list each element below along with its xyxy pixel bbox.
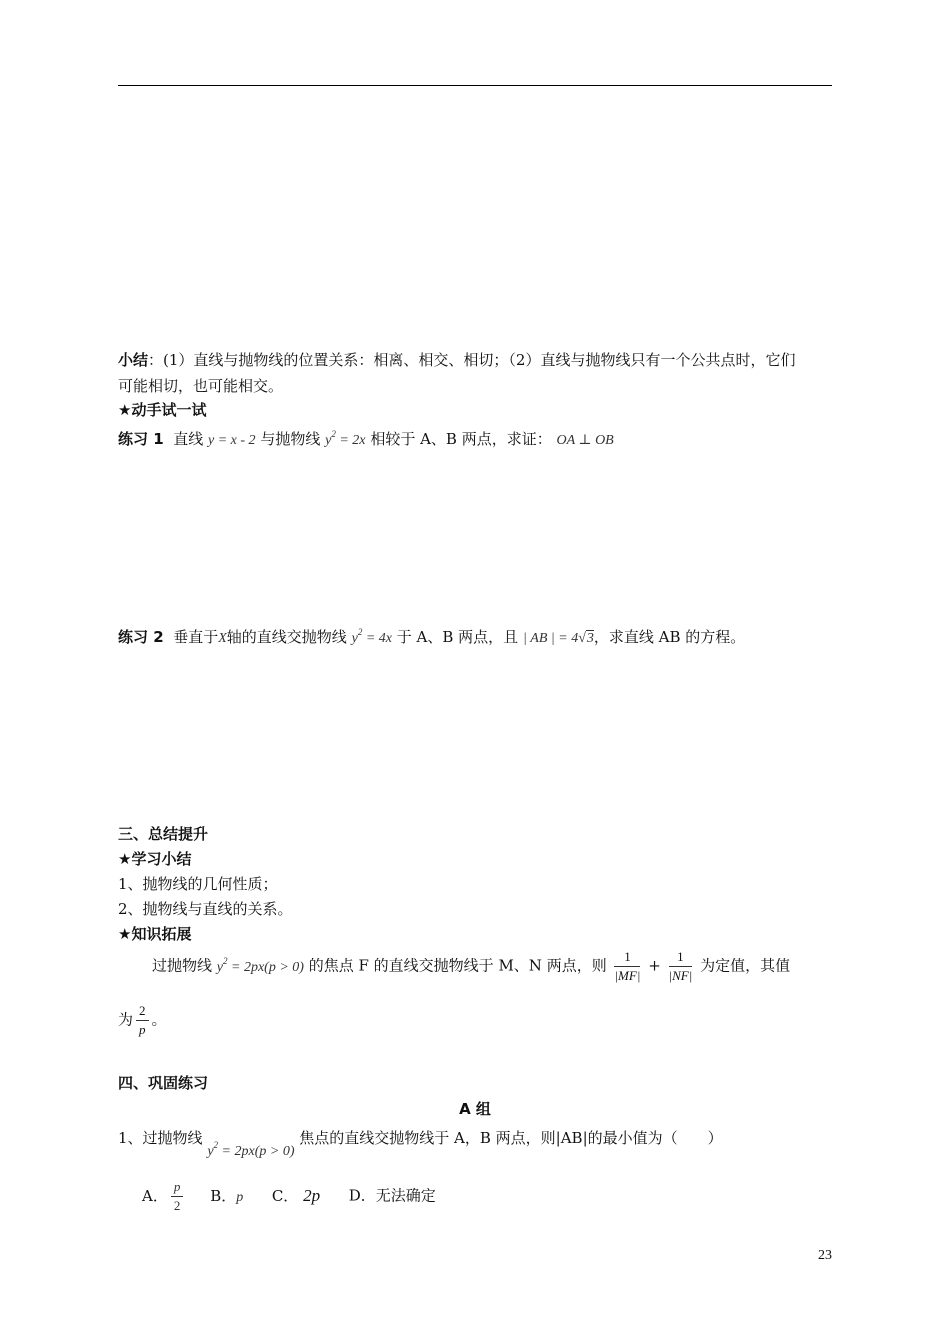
summary-line-2 bbox=[118, 375, 283, 397]
extension-value-line bbox=[118, 1002, 167, 1039]
question-1-text-2: 焦点的直线交抛物线于 A，B 两点，则|AB|的最小值为（ ） bbox=[299, 1129, 723, 1147]
try-heading: ★动手试一试 bbox=[118, 401, 207, 419]
axis-name: X bbox=[218, 631, 227, 646]
exercise-1-text-2: 与抛物线 bbox=[260, 430, 321, 448]
line-equation: y = x - 2 bbox=[208, 433, 256, 448]
extension-text-3: 为定值，其值 bbox=[700, 956, 791, 975]
study-summary-heading: ★学习小结 bbox=[118, 850, 192, 868]
summary-line-1 bbox=[118, 349, 795, 371]
exercise-2-label: 练习 2 bbox=[118, 628, 164, 646]
summary-text-2: 可能相切，也可能相交。 bbox=[118, 377, 284, 395]
option-b[interactable]: B．p bbox=[210, 1186, 244, 1205]
section-4-heading: 四、巩固练习 bbox=[118, 1074, 209, 1092]
ab-length: | AB | = 4√3 bbox=[522, 631, 594, 646]
exercise-1-text-1: 直线 bbox=[173, 430, 204, 448]
parabola-equation: $y^2 = 2px(p > 0)$ bbox=[216, 955, 304, 975]
extension-paragraph bbox=[152, 948, 790, 985]
fraction-1-over-nf: $\frac{1}{|NF|}$ bbox=[668, 949, 693, 983]
exercise-1-text-3: 相较于 A、B 两点，求证： bbox=[370, 430, 552, 448]
extension-text-5: 。 bbox=[151, 1010, 167, 1029]
exercise-1-label: 练习 1 bbox=[118, 430, 164, 448]
header-rule bbox=[118, 85, 832, 86]
exercise-2-text-1: 垂直于 bbox=[173, 628, 219, 646]
exercise-1 bbox=[118, 423, 614, 452]
option-a[interactable]: A． $\frac{p}{2}$ bbox=[142, 1187, 186, 1205]
plus-sign: + bbox=[648, 956, 661, 975]
parabola-equation: $y^2 = 4x$ bbox=[351, 627, 392, 646]
option-c[interactable]: C． 2p bbox=[271, 1185, 321, 1205]
summary-label: 小结 bbox=[118, 351, 149, 369]
question-1-options bbox=[142, 1178, 436, 1215]
fraction-p-over-2: $\frac{p}{2}$ bbox=[171, 1178, 184, 1215]
page-number: 23 bbox=[818, 1248, 832, 1263]
exercise-2-text-2: 轴的直线交抛物线 bbox=[226, 628, 347, 646]
option-d[interactable]: D．无法确定 bbox=[348, 1186, 436, 1205]
extension-text-1: 过抛物线 bbox=[152, 956, 213, 975]
summary-item-1: 1、抛物线的几何性质； bbox=[118, 875, 278, 893]
extension-text-2: 的焦点 F 的直线交抛物线于 M、N 两点，则 bbox=[308, 956, 607, 975]
section-3-heading: 三、总结提升 bbox=[118, 825, 209, 843]
question-1-text-1: 1、过抛物线 bbox=[118, 1129, 203, 1147]
fraction-1-over-mf: $\frac{1}{|MF|}$ bbox=[614, 949, 641, 983]
group-a-title: A 组 bbox=[459, 1100, 491, 1118]
exercise-2 bbox=[118, 621, 745, 650]
extension-text-4: 为 bbox=[118, 1010, 134, 1029]
parabola-equation: $y^2 = 2px(p > 0)$ bbox=[207, 1140, 295, 1159]
summary-item-2: 2、抛物线与直线的关系。 bbox=[118, 900, 293, 918]
fraction-2-over-p: $\frac{2}{p}$ bbox=[136, 1002, 149, 1039]
summary-text-1: ：(1）直线与抛物线的位置关系：相离、相交、相切；（2）直线与抛物线只有一个公共点时，它们 bbox=[148, 351, 796, 369]
question-1 bbox=[118, 1122, 723, 1159]
exercise-2-text-3: 于 A、B 两点，且 bbox=[396, 628, 519, 646]
perpendicular-claim: OA ⊥ OB bbox=[556, 433, 614, 448]
exercise-2-text-4: ，求直线 AB 的方程。 bbox=[593, 628, 746, 646]
knowledge-extension-heading: ★知识拓展 bbox=[118, 925, 192, 943]
parabola-equation: $y^2 = 2x$ bbox=[325, 429, 366, 448]
